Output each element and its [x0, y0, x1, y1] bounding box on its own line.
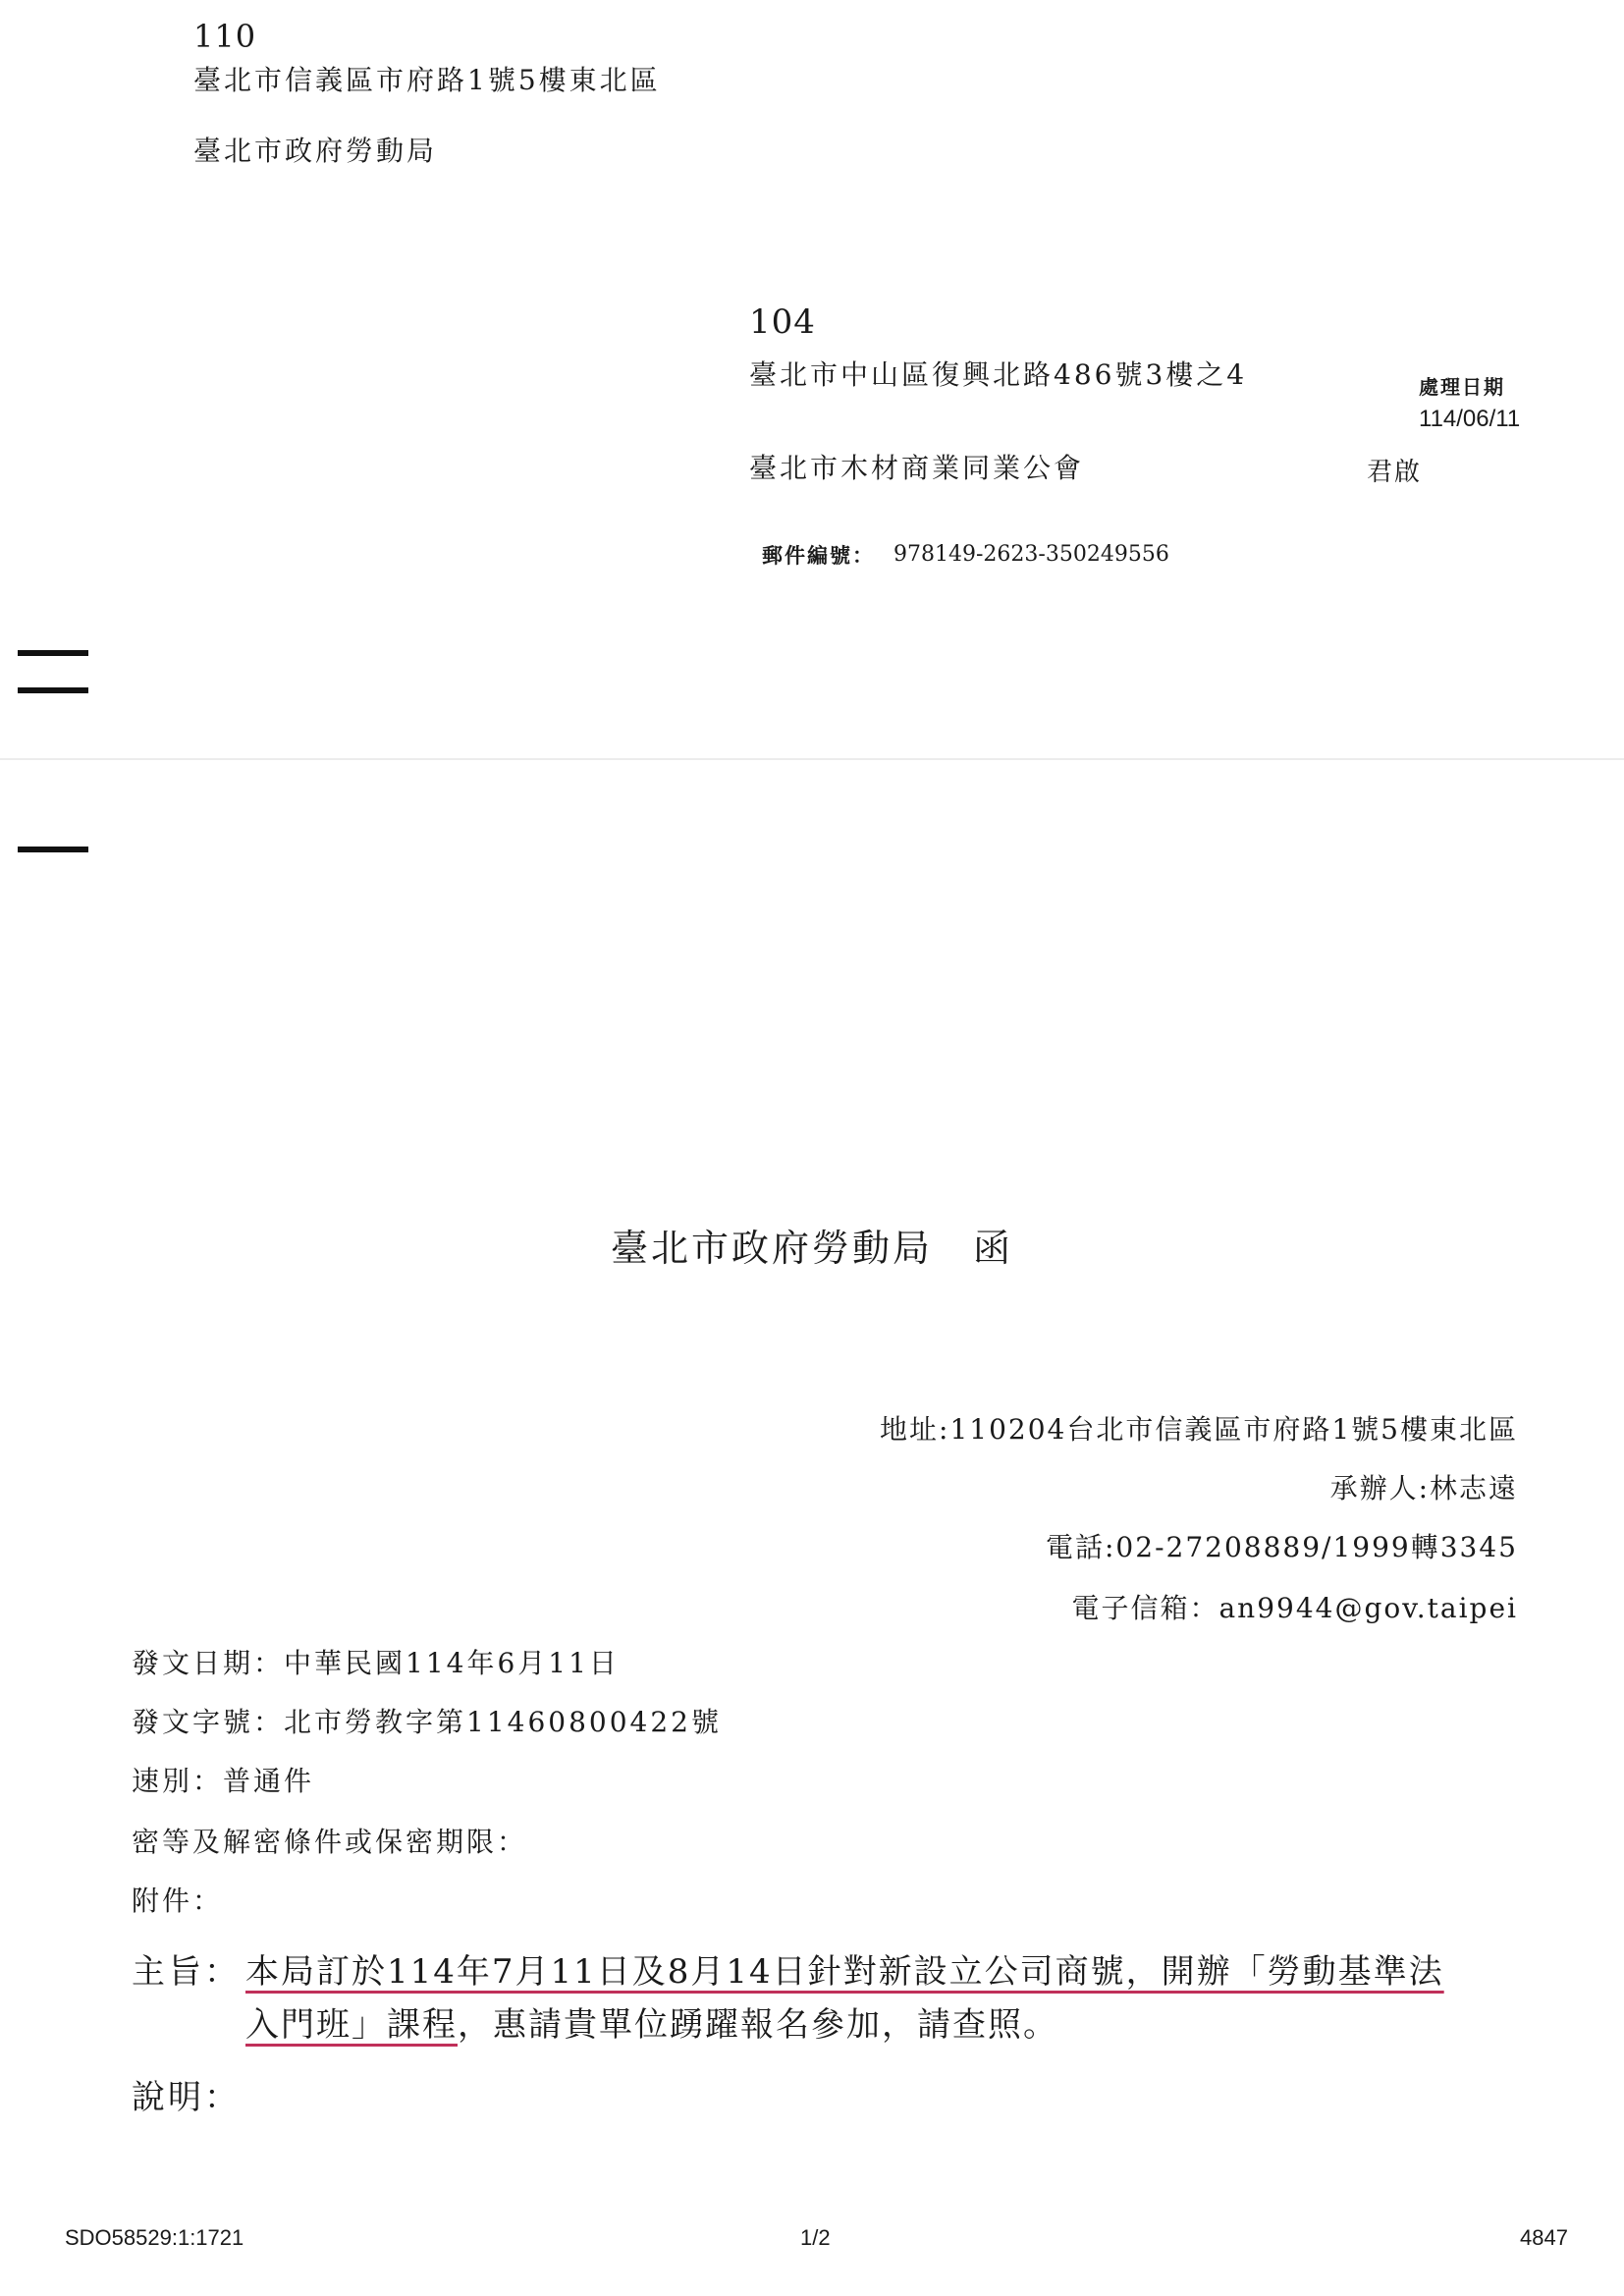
footer-page-number: 1/2 — [800, 2225, 831, 2250]
delivery-speed: 速別：普通件 — [132, 1765, 315, 1797]
contact-address: 地址:110204台北市信義區市府路1號5樓東北區 — [880, 1413, 1518, 1446]
explanation-label: 說明： — [132, 2078, 241, 2117]
subject-underlined: 入門班」課程 — [245, 2005, 458, 2045]
subject-rest: ，惠請貴單位踴躍報名參加，請查照。 — [458, 2005, 1058, 2045]
sender-zip: 110 — [193, 18, 257, 55]
processing-date: 114/06/11 — [1419, 406, 1521, 432]
subject-line-2 — [245, 1997, 1058, 2046]
issue-date: 發文日期：中華民國114年6月11日 — [132, 1647, 620, 1679]
scan-mark — [18, 650, 88, 656]
recipient-org: 臺北市木材商業同業公會 — [749, 452, 1085, 484]
attachment-field: 附件： — [132, 1885, 224, 1917]
secrecy-level: 密等及解密條件或保密期限： — [132, 1826, 528, 1858]
sender-org: 臺北市政府勞動局 — [193, 135, 438, 167]
mail-number: 978149-2623-350249556 — [893, 542, 1169, 567]
recipient-zip: 104 — [749, 302, 816, 342]
mail-number-label: 郵件編號： — [762, 543, 875, 568]
scan-mark — [18, 847, 88, 852]
footer-doc-code: SDO58529:1:1721 — [65, 2225, 244, 2250]
subject-line-1: 本局訂於114年7月11日及8月14日針對新設立公司商號，開辦「勞動基準法 — [245, 1952, 1444, 1992]
honorific: 君啟 — [1367, 458, 1423, 487]
contact-phone: 電話:02-27208889/1999轉3345 — [1046, 1531, 1518, 1563]
recipient-address: 臺北市中山區復興北路486號3樓之4 — [749, 358, 1248, 391]
processing-date-label: 處理日期 — [1419, 375, 1505, 399]
footer-number: 4847 — [1520, 2225, 1568, 2250]
contact-handler: 承辦人:林志遠 — [1329, 1472, 1518, 1504]
letter-title: 臺北市政府勞動局 函 — [611, 1227, 1014, 1270]
document-number: 發文字號：北市勞教字第11460800422號 — [132, 1706, 722, 1738]
scan-mark — [18, 687, 88, 693]
subject-label: 主旨： — [132, 1952, 241, 1992]
paper-fold-line — [0, 758, 1624, 760]
contact-email: 電子信箱：an9944@gov.taipei — [1071, 1592, 1518, 1624]
sender-address: 臺北市信義區市府路1號5樓東北區 — [193, 64, 661, 96]
